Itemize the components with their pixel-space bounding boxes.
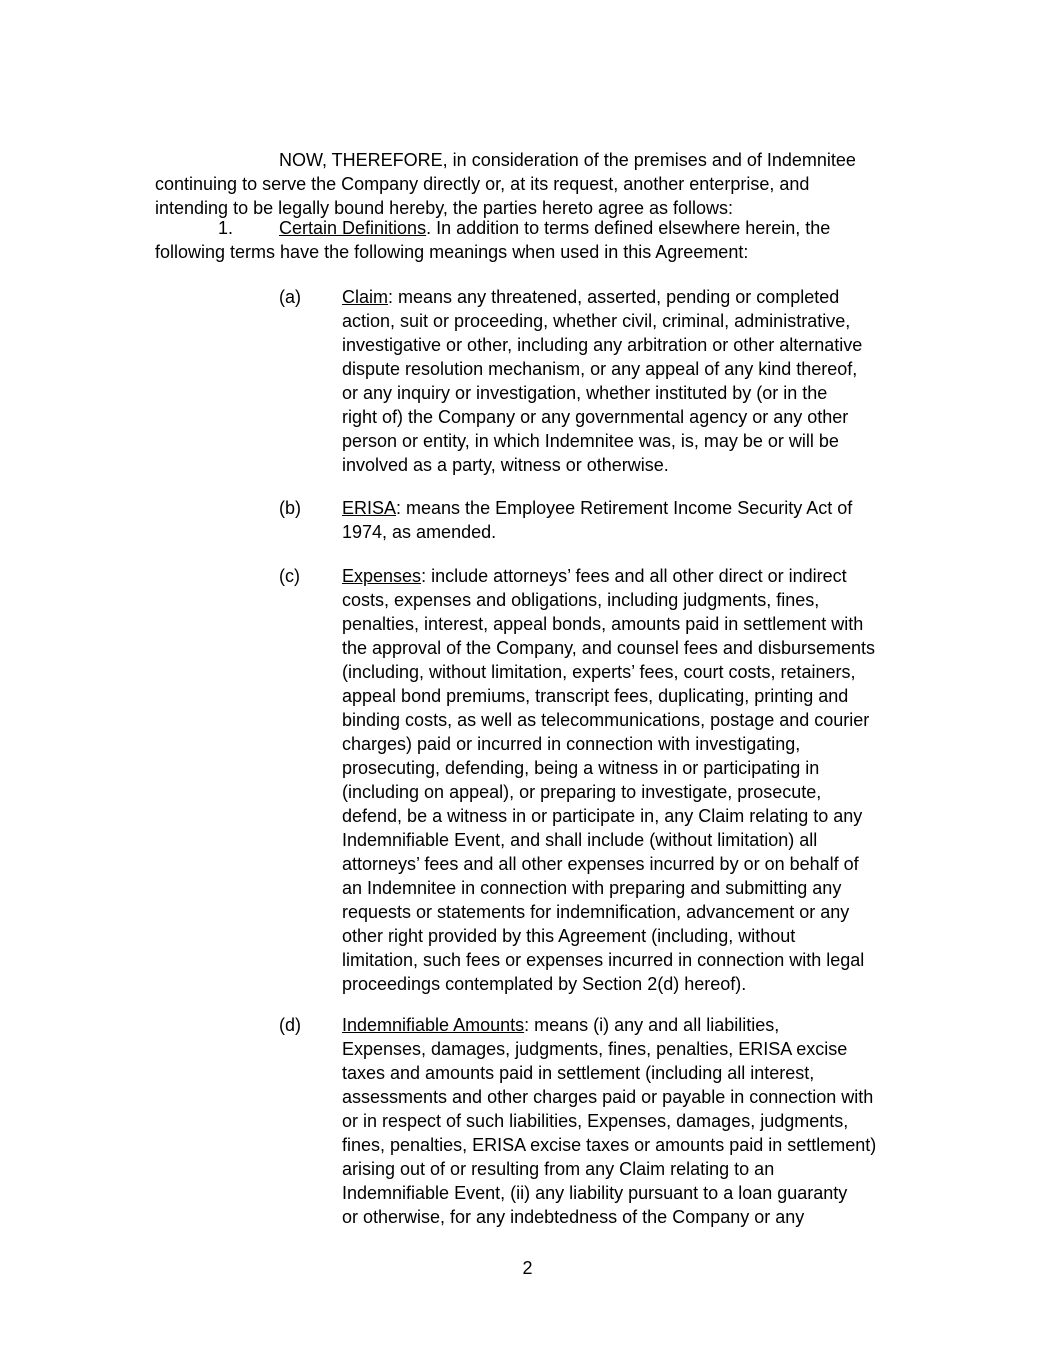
definition-term: Expenses (342, 566, 422, 586)
section-first-line (279, 216, 830, 240)
definition-term: Claim (342, 287, 389, 307)
definition-label: (a) (279, 287, 301, 307)
definition-erisa (342, 496, 902, 544)
definition-indemnifiable-amounts (342, 1013, 902, 1229)
definition-term: ERISA (342, 498, 397, 518)
intro-first-line: NOW, THEREFORE, in consideration of the premises and of Indemnitee (279, 150, 856, 170)
intro-continuation: continuing to serve the Company directly or, at its request, another enterprise, and intending to be legally bound hereby, the parties hereto agree as follows: (155, 174, 810, 218)
definition-term: Indemnifiable Amounts (342, 1015, 525, 1035)
definition-text: : means the Employee Retirement Income Security Act of 1974, as amended. (342, 498, 853, 542)
section-intro-text: . In addition to terms defined elsewhere herein, the (426, 218, 831, 238)
definition-claim (342, 285, 902, 477)
definition-label: (b) (279, 498, 301, 518)
definition-text: : means any threatened, asserted, pending or completed action, suit or proceeding, whether civil, criminal, administrative, investigative or other, including any arbitration or other alternative dispute resolution mechanism, or any appeal of any kind thereof, or any inquiry or investigation, whether instituted by (or in the right of) the Company or any governmental agency or any other person or entity, in which Indemnitee was, is, may be or will be involved as a party, witness or otherwise. (342, 287, 863, 475)
definition-label: (c) (279, 566, 300, 586)
definition-text: : means (i) any and all liabilities, Expenses, damages, judgments, fines, penalties, ERISA excise taxes and amounts paid in settlement (including all interest, assessments and other charges paid or payable in connection with or in respect of such liabilities, Expenses, damages, judgments, fines, penalties, ERISA excise taxes or amounts paid in settlement) arising out of or resulting from any Claim relating to an Indemnifiable Event, (ii) any liability pursuant to a loan guaranty or otherwise, for any indebtedness of the Company or any (342, 1015, 877, 1227)
section-heading: Certain Definitions (279, 218, 427, 238)
definition-label: (d) (279, 1015, 301, 1035)
section-second-line: following terms have the following meanings when used in this Agreement: (155, 242, 749, 262)
definition-expenses (342, 564, 902, 996)
definition-text: : include attorneys’ fees and all other direct or indirect costs, expenses and obligations, including judgments, fines, penalties, interest, appeal bonds, amounts paid in settlement with the approval of the Company, and counsel fees and disbursements (including, without limitation, experts’ fees, court costs, retainers, appeal bond premiums, transcript fees, duplicating, printing and binding costs, as well as telecommunications, postage and courier charges) paid or incurred in connection with investigating, prosecuting, defending, being a witness in or participating in (including on appeal), or preparing to investigate, prosecute, defend, be a witness in or participate in, any Claim relating to any Indemnifiable Event, and shall include (without limitation) all attorneys’ fees and all other expenses incurred by or on behalf of an Indemnitee in connection with preparing and submitting any requests or statements for indemnification, advancement or any other right provided by this Agreement (including, without limitation, such fees or expenses incurred in connection with legal proceedings contemplated by Section 2(d) hereof). (342, 566, 875, 994)
page-number: 2 (522, 1258, 533, 1278)
section-number: 1. (218, 218, 234, 238)
